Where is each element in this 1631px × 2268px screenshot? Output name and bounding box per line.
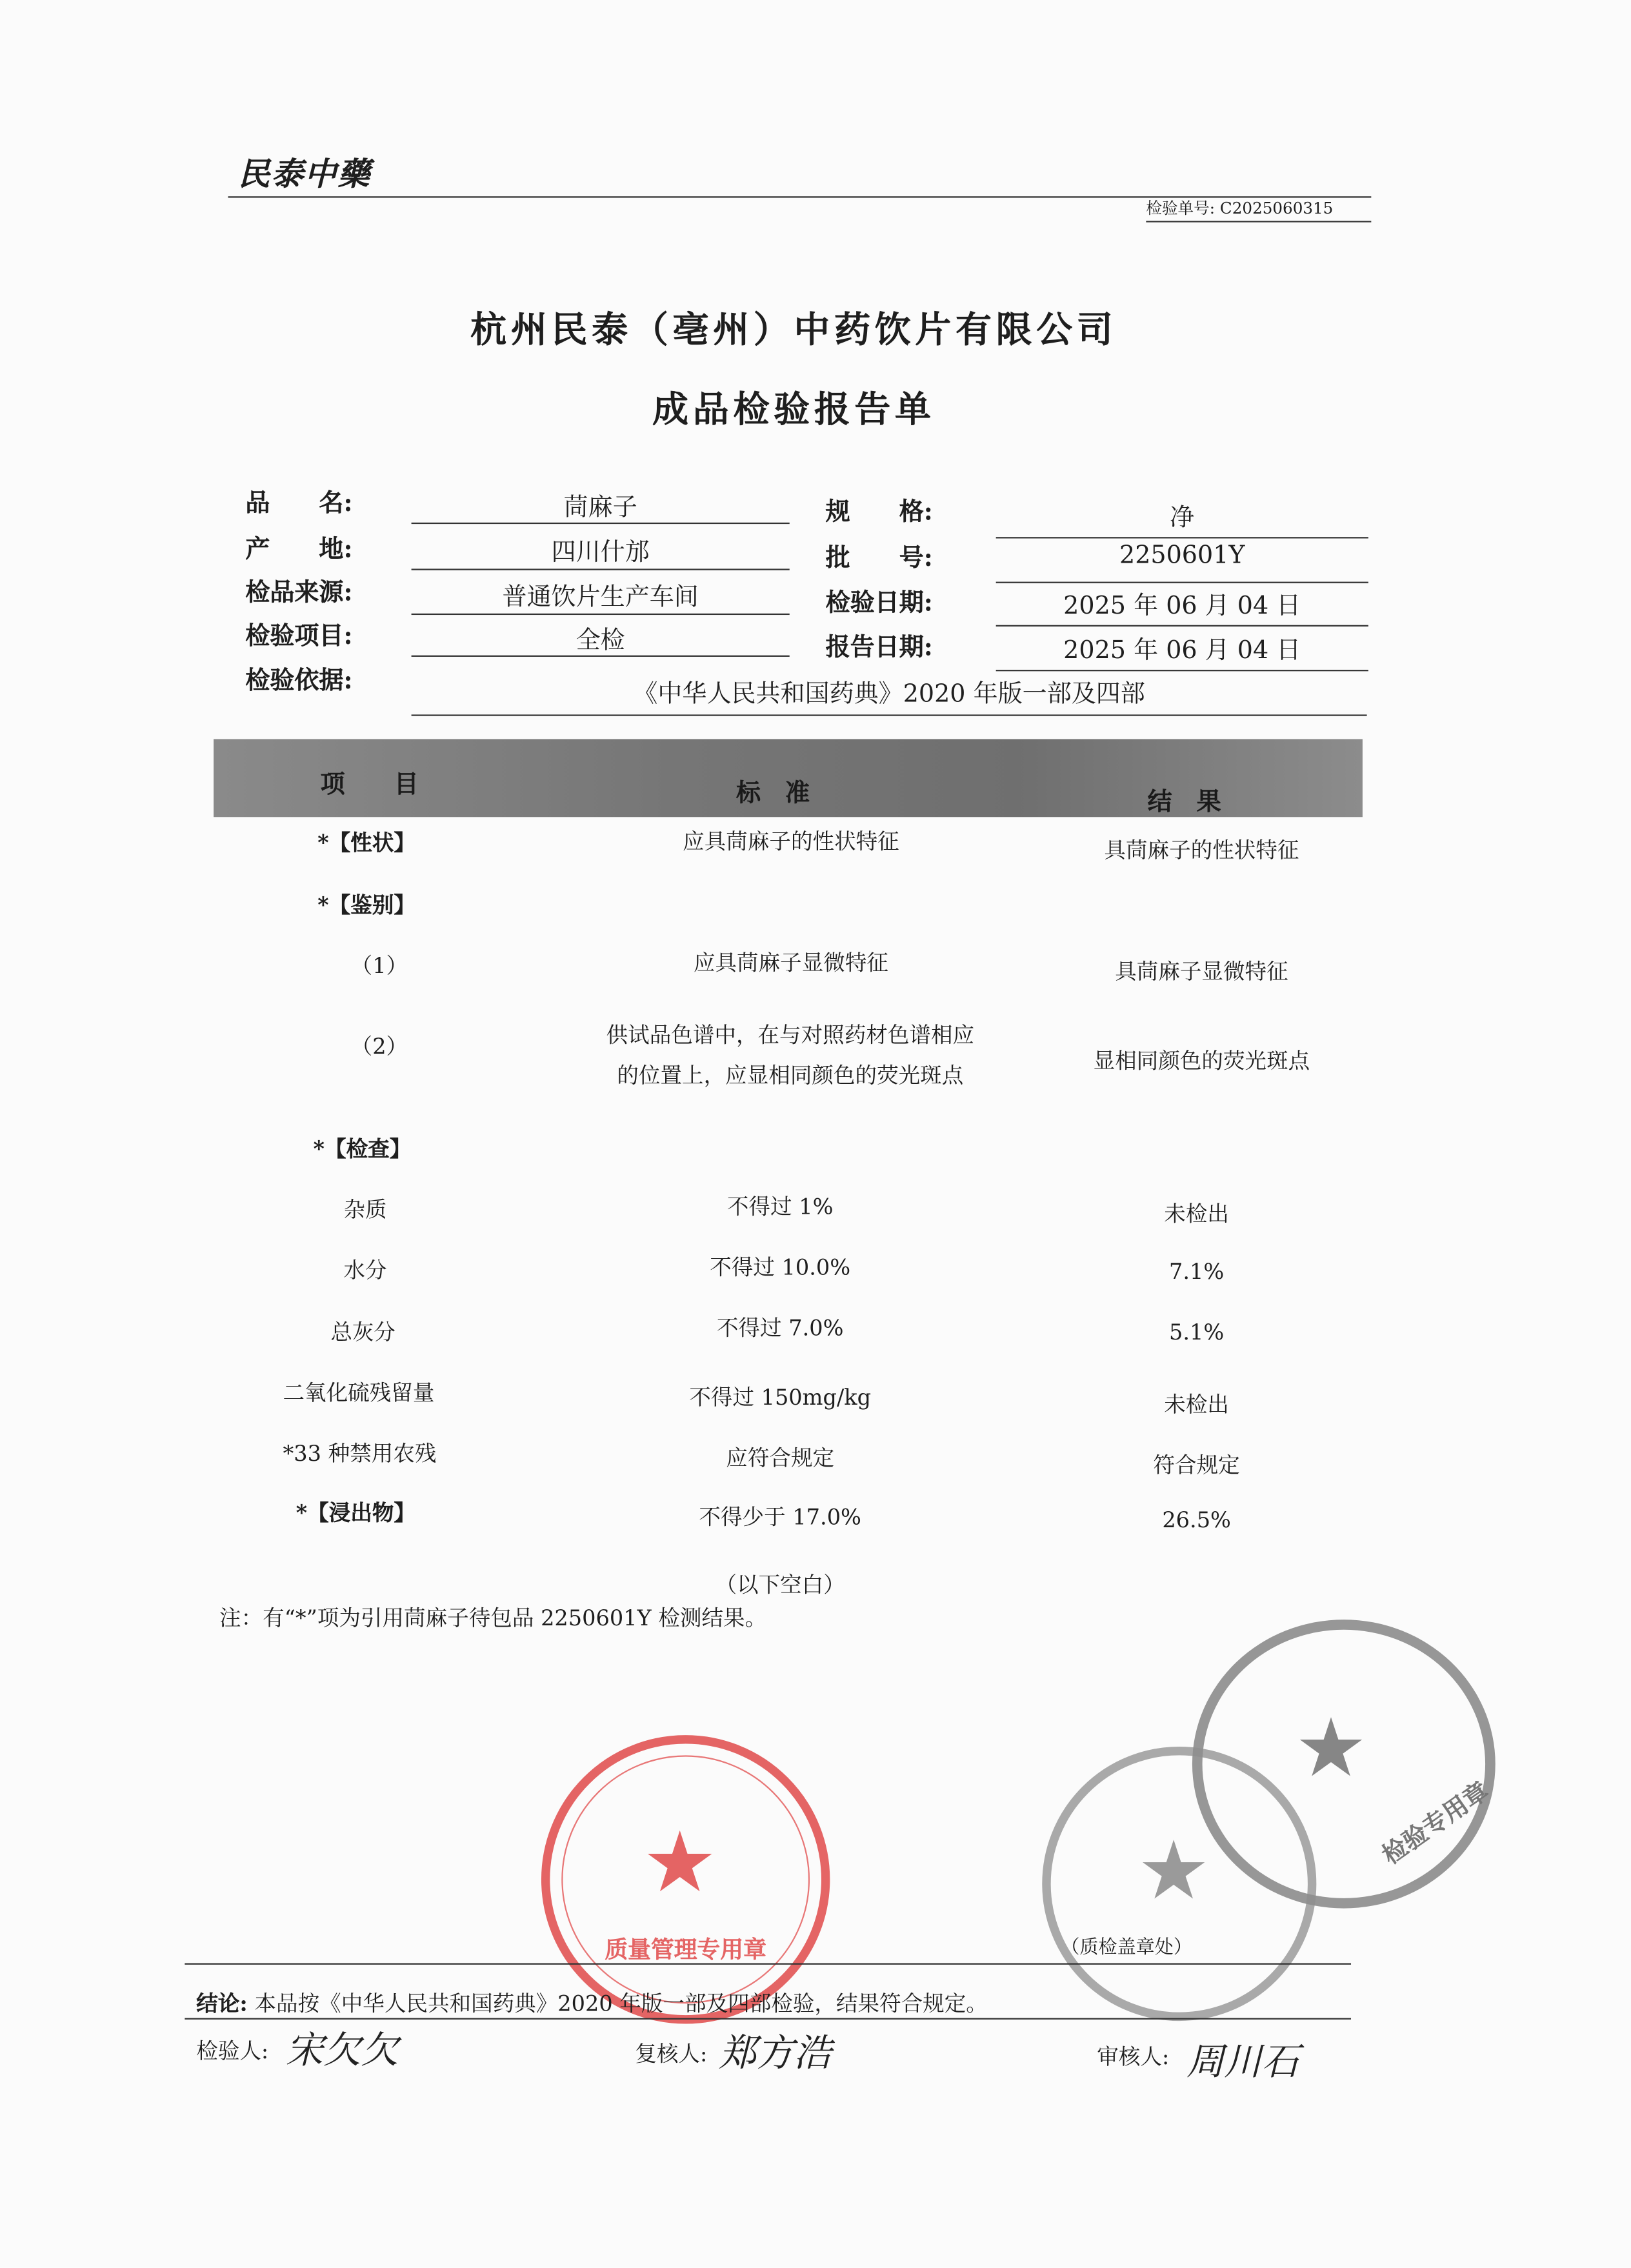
row-extract-standard: 不得少于 17.0% — [699, 1504, 861, 1530]
origin-label: 产 地: — [245, 536, 353, 565]
footnote: 注：有“*”项为引用茼麻子待包品 2250601Y 检测结果。 — [219, 1605, 767, 1632]
approver-label: 审核人: — [1097, 2043, 1170, 2071]
blank-below-note: （以下空白） — [715, 1572, 845, 1598]
row-impurity-result: 未检出 — [1164, 1201, 1229, 1227]
header-standard: 标 准 — [735, 779, 810, 808]
reviewer-label: 复核人: — [635, 2041, 708, 2067]
row-moisture-result: 7.1% — [1168, 1258, 1225, 1285]
row-appearance-result: 具茼麻子的性状特征 — [1104, 837, 1299, 863]
product-name-underline — [412, 523, 790, 524]
stamp-star-icon: ★ — [1137, 1824, 1210, 1919]
stamp-star-icon: ★ — [1294, 1701, 1368, 1796]
row-so2-item: 二氧化硫残留量 — [283, 1380, 435, 1407]
inspector-label: 检验人: — [196, 2038, 269, 2065]
form-number-rule — [1146, 221, 1371, 222]
row-pesticide-item: *33 种禁用农残 — [283, 1440, 437, 1467]
form-number-label: 检验单号: — [1146, 199, 1216, 218]
row-so2-standard: 不得过 150mg/kg — [689, 1384, 872, 1410]
row-id2-result: 显相同颜色的荧光斑点 — [1093, 1048, 1310, 1074]
conclusion-top-rule — [185, 1963, 1351, 1965]
inspection-seal-text: 检验专用章 — [1377, 1776, 1495, 1871]
source-value: 普通饮片生产车间 — [502, 583, 699, 612]
test-items-underline — [412, 656, 790, 657]
source-label: 检品来源: — [245, 579, 353, 608]
conclusion — [196, 1988, 988, 2018]
row-impurity-standard: 不得过 1% — [726, 1194, 834, 1220]
row-moisture-standard: 不得过 10.0% — [710, 1254, 851, 1281]
header-item: 项 目 — [320, 770, 419, 800]
inspector-signature: 宋欠欠 — [285, 2029, 399, 2073]
basis-underline — [412, 714, 1367, 716]
test-date-value: 2025 年 06 月 04 日 — [1063, 592, 1301, 621]
spec-value: 净 — [1170, 503, 1195, 533]
report-date-value: 2025 年 06 月 04 日 — [1063, 636, 1301, 666]
test-items-label: 检验项目: — [245, 622, 353, 651]
test-items-value: 全检 — [575, 626, 625, 656]
row-id1-standard: 应具茼麻子显微特征 — [693, 950, 888, 976]
product-name-label: 品 名: — [245, 489, 353, 519]
origin-underline — [412, 568, 790, 570]
product-name-value: 茼麻子 — [563, 494, 637, 523]
row-id2-standard-line1: 供试品色谱中，在与对照药材色谱相应 — [606, 1021, 975, 1049]
qa-stamp-placeholder: （质检盖章处） — [1061, 1937, 1192, 1959]
spec-label: 规 格: — [825, 497, 933, 527]
quality-management-seal-stamp — [541, 1735, 830, 2023]
row-appearance-standard: 应具茼麻子的性状特征 — [683, 828, 899, 855]
row-so2-result: 未检出 — [1164, 1391, 1229, 1418]
inspection-seal-stamp-lower — [1042, 1747, 1316, 2021]
row-id1-result: 具茼麻子显微特征 — [1115, 958, 1288, 985]
company-name: 杭州民泰（亳州）中药饮片有限公司 — [470, 308, 1117, 351]
source-underline — [412, 614, 790, 615]
report-title: 成品检验报告单 — [652, 388, 936, 430]
row-id2-item: （2） — [350, 1033, 408, 1060]
basis-label: 检验依据: — [245, 667, 353, 696]
row-extract-result: 26.5% — [1162, 1507, 1231, 1533]
batch-value: 2250601Y — [1119, 541, 1245, 570]
stamp-star-icon: ★ — [642, 1812, 717, 1912]
report-date-label: 报告日期: — [825, 634, 933, 663]
form-number — [1146, 196, 1333, 219]
conclusion-text: 本品按《中华人民共和国药典》2020 年版一部及四部检验，结果符合规定。 — [254, 1991, 988, 2017]
approver-signature: 周川石 — [1186, 2041, 1299, 2085]
row-identification-item: *【鉴别】 — [317, 892, 415, 918]
row-id2-standard-line2: 的位置上，应显相同颜色的荧光斑点 — [617, 1062, 964, 1089]
spec-underline — [996, 537, 1368, 538]
row-inspection-item: *【检查】 — [313, 1136, 412, 1162]
row-ash-standard: 不得过 7.0% — [716, 1315, 844, 1341]
row-moisture-item: 水分 — [343, 1257, 387, 1283]
test-date-label: 检验日期: — [825, 588, 933, 618]
test-date-underline — [996, 625, 1368, 627]
batch-label: 批 号: — [825, 544, 933, 574]
reviewer-signature: 郑方浩 — [719, 2032, 832, 2076]
row-ash-result: 5.1% — [1168, 1319, 1225, 1346]
row-ash-item: 总灰分 — [330, 1319, 396, 1346]
row-pesticide-standard: 应符合规定 — [726, 1445, 835, 1471]
basis-value: 《中华人民共和国药典》2020 年版一部及四部 — [633, 679, 1145, 709]
row-id1-item: （1） — [350, 952, 408, 979]
form-number-value: C2025060315 — [1219, 199, 1334, 218]
row-extract-item: *【浸出物】 — [295, 1500, 415, 1526]
row-pesticide-result: 符合规定 — [1153, 1452, 1240, 1478]
header-result: 结 果 — [1147, 788, 1221, 818]
origin-value: 四川什邡 — [551, 538, 650, 568]
conclusion-label: 结论: — [196, 1991, 248, 2017]
batch-underline — [996, 582, 1368, 583]
row-impurity-item: 杂质 — [343, 1196, 387, 1223]
report-date-underline — [996, 670, 1368, 671]
row-appearance-item: *【性状】 — [317, 830, 415, 856]
brand-logo: 民泰中藥 — [238, 156, 371, 194]
conclusion-bottom-rule — [185, 2018, 1351, 2020]
quality-seal-text: 质量管理专用章 — [605, 1936, 766, 1963]
